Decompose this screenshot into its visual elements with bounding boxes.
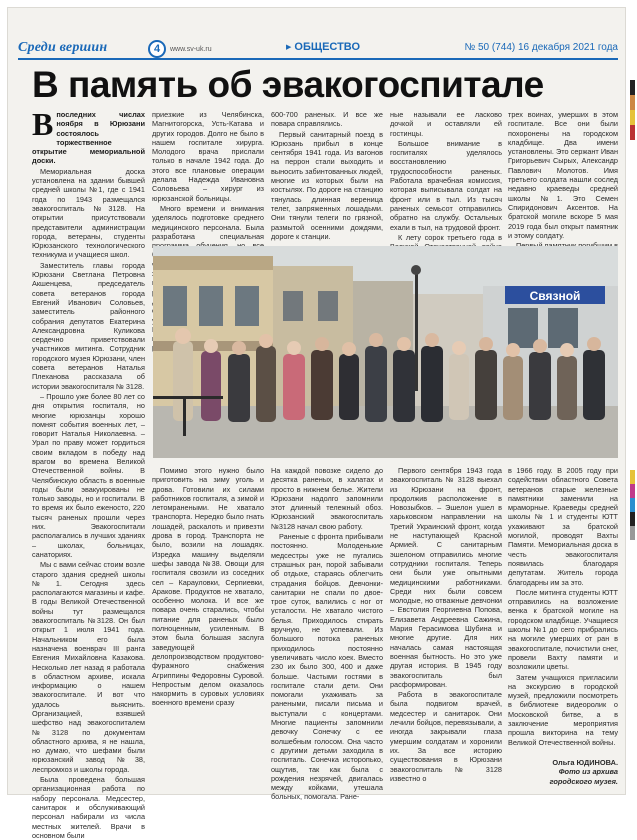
article-column-4-bottom [390, 466, 502, 786]
issue-info: № 50 (744) 16 декабря 2021 года [464, 42, 618, 53]
paragraph: Много времени и внимания уделялось подготовке среднего медицинского персонала. Была разработана специальная [152, 203, 264, 241]
article-column-5-top [508, 110, 618, 245]
paragraph: После митинга студенты ЮТТ отправились на возложение венка к братской могиле на городском кладбище. Учащиеся школы №1 до сего прибрались на могиле умерших от ран в эвакогоспитале, почистили снег, провели Вахту памяти и возложили цветы. [508, 587, 618, 672]
site-url: www.sv-uk.ru [170, 46, 212, 53]
paragraph: Была проведена большая организационная работа по набору персонала. Медсестер, санитарок и обслуживающий персонал набирали из числа местных жителей. Врачи в основном были [32, 775, 145, 840]
article-column-4-top [390, 110, 502, 245]
article-column-1 [32, 106, 146, 840]
paragraph: Раненые с фронта прибывали постоянно. Молоденькие медсестры уже не пугались страшных ран, порой забывали об отдыхе, стараясь облегчить страдания бойцов. Девчонки-санитарки не спали по двое-трое суток, валились с ног от усталости. Не хватало чистого белья. Приходилось стирать вручную, не успевали. Из большого потока раненых приходилось постоянно увеличивать число коек. Вместо 230 их было 300, 400 и даже больше. Частыми гостями в госпитале стали дети. Они помогали ухаживать за ранеными, писали письма и выступали с концертами. Многие пациенты запомнили девочку Сонечку с ее волшебным голосом. Она часто с другими детьми заходила в госпиталь. Сонечка исторопько, ощутив, так как была с рождения незрячей, двигалась между койками, утешала больных, помогала. Ране- [271, 532, 383, 802]
newspaper-brand: Среди вершин [18, 40, 108, 55]
section-label: ▶ ОБЩЕСТВО [286, 41, 360, 53]
header-rule [18, 58, 618, 60]
photo-credit: Фото из архива [558, 767, 618, 777]
article-column-3-bottom [271, 466, 383, 802]
ceremony-photo-illustration [153, 246, 618, 458]
photo-credit-2: городского музея. [549, 776, 618, 786]
article-column-3-top [271, 110, 383, 245]
drop-cap: В [32, 106, 54, 142]
paragraph: На каждой повозке сидело до десятка раненых, в халатах и просто в нижнем белье. Жители Юрюзани надолго запомнили этот длинный тележный обоз. Юрюзанский эвакогоспиталь №3128 начал свою работу. [271, 466, 383, 531]
paragraph: Мы с вами сейчас стоим возле старого здания средней школы №1. Сегодня здесь располагаются магазины и кафе. В годы Великой Отечественной войны тут размещался эвакогоспиталь №3128. Он был открыт 1 июля 1941 года. Начальником его была назначена военврач III ранга Евгения Михайловна Казакова. Несколько лет назад я работала в областном архиве, искала информацию о нашем эвакогоспитале. И вот что удалось выяснить. Организацией, взявшей шефство над эвакогоспиталем №3128 по документам областного архива, я не нашла, но думаю, что шефами были юрюзанский завод №38, леспромхоз и школы города. [32, 560, 145, 774]
print-color-bar-2 [630, 470, 635, 540]
article-column-5-bottom [508, 466, 618, 786]
paragraph: Затем учащихся пригласили на экскурсию в городской музей, предложили посмотреть в библиотеке видеоролик о Московской битве, а в заключение мероприятия прошла викторина на тему Великой Отечественной войны. [508, 672, 618, 747]
paragraph: Большое внимание в госпиталях уделялось восстановлению трудоспособности раненых. Работала врачебная комиссия, которая выписывала солдат на фронт или в тыл. Из тысяч раненых семьсот отправились обратно на службу. Остальных ехали в тыл, на трудовой фронт. [390, 138, 502, 232]
author-signature [550, 758, 618, 786]
paragraph: – Прошло уже более 80 лет со дня открытия госпиталя, но многие юрюзанцы хорошо помнят события военных лет, – говорит Наталья Николаевна. – Урал по праву может гордиться своим вкладом в победу над врагом во времена Великой Отечественной войны. В Челябинскую область в военные годы были эвакуированы не только заводы, но и госпитали. В то время их было еженосто, 220 тысяч раненых прошли через них. Эвакогоспитали располагались в лучших зданиях – школах, больницах, санаториях. [32, 391, 145, 559]
paragraph: в 1966 году. В 2005 году при содействии областного Совета ветеранов старые железные памятники заменили на мраморные. Краеведы средней школы № 1 и студенты ЮТТ ухаживают за братской могилой, проводят Вахты Памяти. Мемориальная доска в честь эвакогоспиталя появилась благодаря депутатам. Житель города благодарны им за это. [508, 466, 618, 587]
author-name: Ольга ЮДИНОВА. [552, 758, 618, 768]
paragraph: Помимо этого нужно было приготовить на зиму уголь и дрова. Готовили их силами работников госпиталя, а зимой и летомранеными. Не хватало транспорта. Нередко было гнать лошадей, раскалоть и привезти дрова в город. Транспорта не было, возили на лошадях. Изредка машину выделяли шефы завода №38. Овощи для госпиталя свозили из соседних сел – Карауловки, Серпиевки, Аракове. Продуктов не хватало, особенно молока. И все же повара очень старались, чтобы питание для раненых было полноценным, усиленным. В этом была большая заслуга заведующей делопроизводством продуктово-фуражного снабжения Агриппины Федоровны Суровой. Непростым делом оказалось накормить в суровых условиях военного времени сразу [152, 466, 264, 708]
article-column-2-bottom [152, 466, 264, 786]
article-column-2-top [152, 110, 264, 245]
print-color-bar [630, 80, 635, 140]
page-number: 4 [148, 40, 166, 58]
paragraph: Первого сентября 1943 года эвакогоспиталь № 3128 выехал из Юрюзани на фронт, продолжив расположение в Новозыбков. – Эшелон ушел в харьковском направлении на Третий Украинский фронт, когда не наступающей Красной Армией. С санитарным эшелоном отправились многие сотрудники госпиталя. Теперь они были уже опытными медицинскими работниками. Среди них были совсем молодые, но отважные девчонки – Евстолия Георгиевна Попова, Елизавета Андреевна Сажина, Мария Герасимова Шубина и многие другие. Для них началась самая настоящая военная бытность. Но это уже другая история. В 1945 году эвакогоспиталь был расформирован. [390, 466, 502, 689]
article-title: В память об эвакогоспитале [32, 64, 544, 105]
paragraph: 600-700 раненых. И все же повара справлялись. [271, 110, 383, 129]
paragraph: Мемориальная доска установлена на здании бывшей средней школы №1, где с 1941 года по 1943 размещался эвакогоспиталь №3128. На открытии присутствовали представители администрации города, ветераны, студенты Юрюзанского технологического техникума и учащиеся школ. [32, 166, 145, 260]
paragraph: трех воинах, умерших в этом госпитале. Все они были похоронены на городском кладбище. Два имени установлены. Это сержант Иван Григорьевич Сырых, Александр Павлович Молотов. Имя третьего солдата нашли сослед недавно краеведы средней школы №1. Это Семен Спиридонович Аксентов. На братской могиле вскоре 5 мая 2019 года был открыт памятник и этому солдату. [508, 110, 618, 240]
paragraph: Работа в эвакогоспитале была подвигом врачей, медсестер и санитарок. Они лечили бойцов, перевязывали, а иногда закрывали глаза умершим солдатам и хоронили их. За все историю существования в Юрюзани эвакогоспиталь № 3128 известно о [390, 690, 502, 783]
page-header [18, 38, 618, 60]
paragraph: Первый санитарный поезд в Юрюзань прибыл в конце сентября 1941 года. Из вагонов на перрон стали выходить и выносить забинтованных людей, многие из которых были на костылях. По дороге на станцию тянулась длинная вереница телег, запряженных лошадьми. Они тянули телеги по грязной, размытой осенними дождями, дороге к станции. [271, 129, 383, 241]
paragraph: приезжие из Челябинска, Магнитогорска, Усть-Катава и других городов. Долго не было в нашем госпитале хирурга. Молодого врача прислали только в начале 1942 года. До этого все плановые операции делала Надежда Ивановна Соловьева – хирург из юрюзанской больницы. [152, 110, 264, 203]
paragraph: Заместитель главы города Юрюзани Светлана Петровна Акшенцева, председатель совета ветеранов города Евгений Иванович Соловьев, заместитель районного собрания депутатов Екатерина Александровна Куликова сердечно приветствовали участников митинга. Сотрудник городского музея Юрюзани, член совета ветеранов Наталья Плеханова рассказала об истории эвакогоспиталя № 3128. [32, 260, 146, 391]
article-lead: Впоследних числах ноября в Юрюзани состоялось торжественное открытие мемориальной доски. [32, 106, 145, 166]
paragraph: К лету сорок третьего года в [398, 232, 502, 242]
article-photo [153, 246, 618, 458]
store-sign: Связной [529, 289, 581, 303]
paragraph: ные называли ее ласково дочкой и оставляли ей гостинцы. [390, 110, 502, 138]
